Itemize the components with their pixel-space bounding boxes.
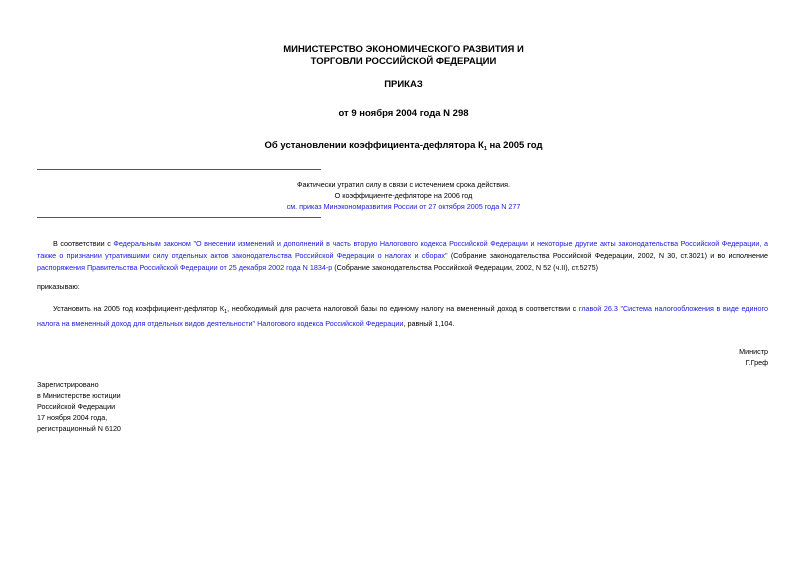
paragraph-basis	[37, 238, 768, 274]
paragraph-order-word: приказываю:	[37, 282, 80, 291]
registration-block	[37, 379, 237, 434]
p1-text-a: В соответствии с	[53, 239, 114, 248]
p3-text-b: , необходимый для расчета налоговой базы по единому налогу на вмененный доход в соответствии с	[227, 304, 579, 313]
federal-law-link[interactable]: Федеральным законом "О внесении изменений и дополнений в часть вторую Налогового кодекса Российской Федерации и некоторые другие акты законодательства Российской Федерации, а также о признании утратившими силу отдельных актов законодательства Российской Федерации о налогах и сборах"	[37, 239, 768, 260]
note-link-prefix[interactable]: см.	[286, 202, 300, 211]
ministry-line-1: МИНИСТЕРСТВО ЭКОНОМИЧЕСКОГО РАЗВИТИЯ И	[283, 44, 524, 55]
doc-title-sub: 1	[483, 146, 487, 152]
registration-line: в Министерстве юстиции	[37, 391, 121, 400]
doc-date-number: от 9 ноября 2004 года N 298	[338, 108, 469, 119]
government-order-link[interactable]: распоряжения Правительства Российской Федерации от 25 декабря 2002 года N 1834-р	[37, 263, 333, 272]
p1-text-b: (Собрание законодательства Российской Федерации, 2002, N 30, ст.3021) и во исполнение	[447, 251, 768, 260]
doc-type: ПРИКАЗ	[384, 79, 423, 90]
p3-sub: 1	[224, 309, 228, 315]
ministry-line-2: ТОРГОВЛИ РОССИЙСКОЙ ФЕДЕРАЦИИ	[310, 56, 497, 67]
order-277-link[interactable]: приказ Минэкономразвития России от 27 октября 2005 года N 277	[299, 202, 521, 211]
registration-line: регистрационный N 6120	[37, 424, 121, 433]
note-line-1: Фактически утратил силу в связи с истечением срока действия.	[297, 180, 510, 189]
signature-block	[600, 346, 768, 368]
doc-title-suffix: на 2005 год	[486, 140, 543, 151]
paragraph-decision	[37, 303, 768, 330]
registration-line: Российской Федерации	[37, 402, 116, 411]
registration-line: Зарегистрировано	[37, 380, 99, 389]
chapter-26-3-link[interactable]: главой 26.3 "Система налогообложения в виде единого налога на вмененный доход для отдельных видов деятельности" Налогового кодекса Российской Федерации	[37, 304, 768, 328]
p3-text-a: Установить на 2005 год коэффициент-дефлятор К	[53, 304, 225, 313]
doc-title	[0, 140, 807, 155]
validity-note	[0, 179, 807, 212]
note-line-3	[0, 201, 807, 212]
ministry-heading	[0, 44, 807, 68]
registration-line: 17 ноября 2004 года,	[37, 413, 108, 422]
p1-text-c: (Собрание законодательства Российской Федерации, 2002, N 52 (ч.II), ст.5275)	[332, 263, 599, 272]
signature-name: Г.Греф	[745, 358, 768, 367]
note-bottom-rule	[37, 217, 321, 218]
doc-title-prefix: Об установлении коэффициента-дефлятора К	[264, 140, 484, 151]
p3-text-c: , равный 1,104.	[403, 319, 455, 328]
note-line-2: О коэффициенте-дефляторе на 2006 год	[334, 191, 473, 200]
note-top-rule	[37, 169, 321, 170]
signature-position: Министр	[739, 347, 768, 356]
